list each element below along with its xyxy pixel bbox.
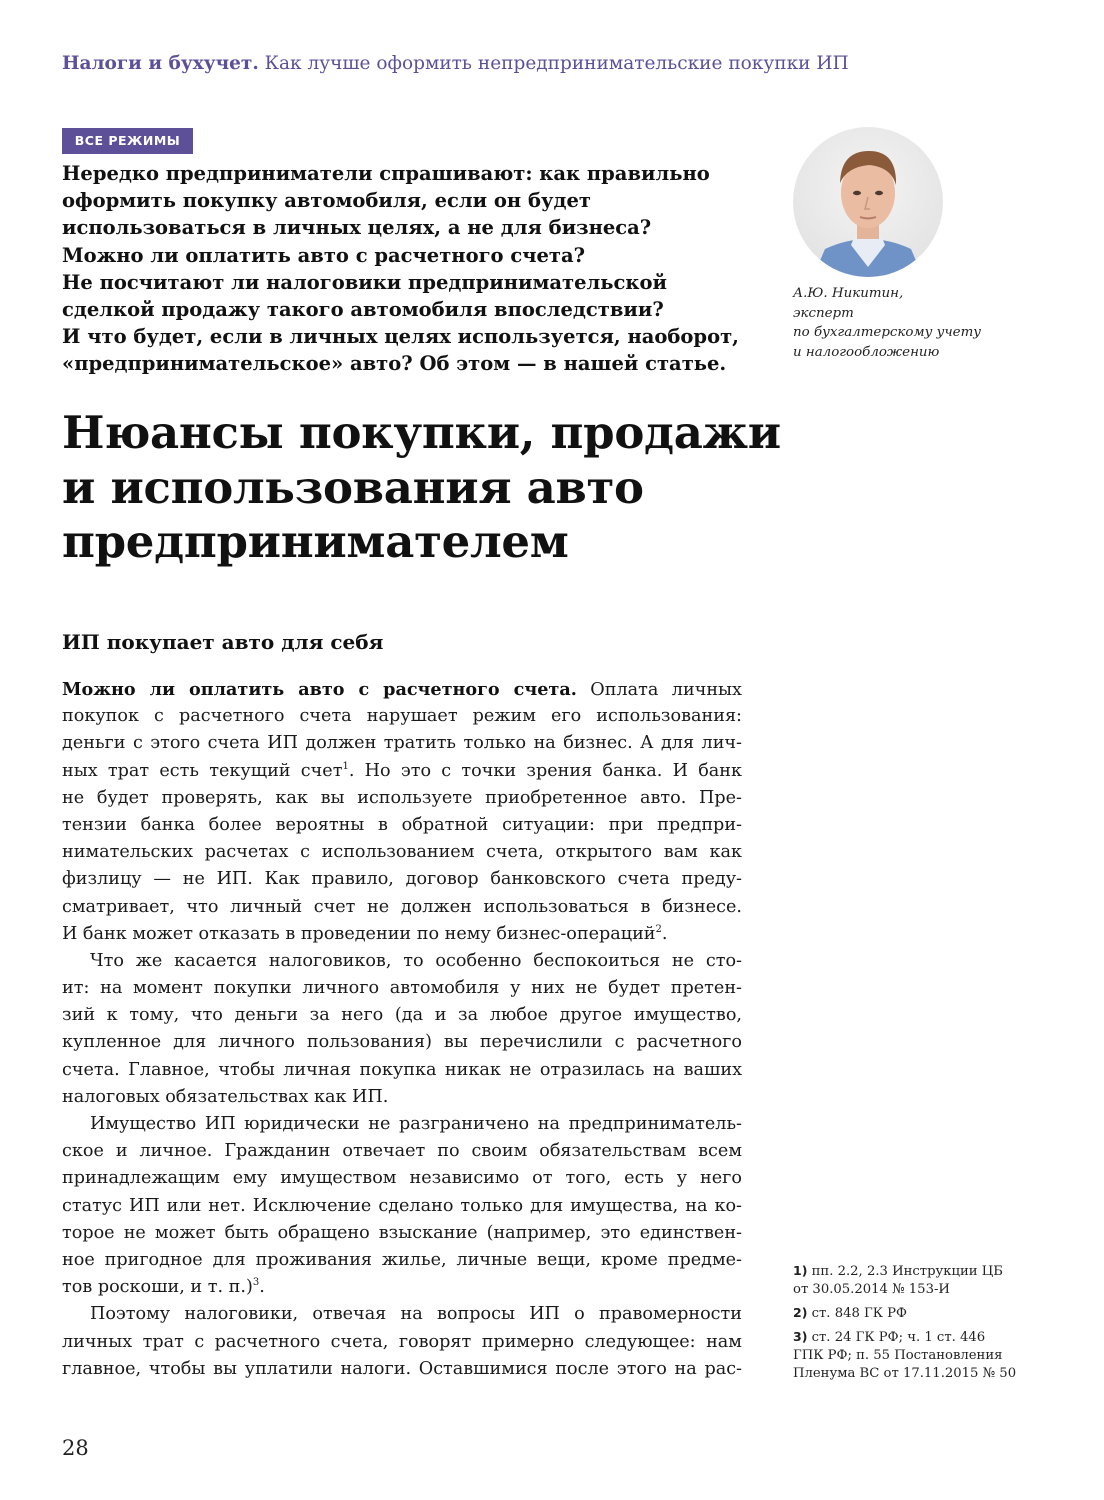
section-name: Налоги и бухучет.: [62, 53, 259, 74]
footnotes: [793, 1262, 1073, 1388]
body-line: тов роскоши, и т. п.)$^3$.: [62, 1277, 265, 1298]
footnote-number: 1): [793, 1263, 808, 1278]
lead-line: Нередко предприниматели спрашивают: как правильно: [62, 162, 710, 185]
body-line: Можно ли оплатить авто с расчетного счета. Оплата личных: [62, 679, 742, 700]
body-line: ных трат есть текущий счет$^1$. Но это с точки зрения банка. И банк: [62, 760, 743, 781]
lead-line: использоваться в личных целях, а не для бизнеса?: [62, 216, 652, 240]
footnote-2: 2) ст. 848 ГК РФ: [793, 1305, 908, 1321]
body-line: ское и личное. Гражданин отвечает по своим обязательствам всем: [62, 1141, 742, 1162]
footnote-ref: 3: [252, 1277, 260, 1289]
footnote-1: 1) пп. 2.2, 2.3 Инструкции ЦБ от 30.05.2014 № 153-И: [793, 1263, 1003, 1297]
footnote-ref: 2: [655, 923, 662, 935]
article-name: Как лучше оформить непредпринимательские покупки ИП: [264, 53, 849, 74]
body-line: налоговых обязательствах как ИП.: [62, 1086, 389, 1107]
body-line: принадлежащим ему имуществом независимо от того, есть у него: [62, 1168, 742, 1189]
footnote-ref: 1: [342, 760, 349, 772]
body-line: торое не может быть обращено взыскание (например, это единствен-: [62, 1222, 742, 1243]
footnote-3: 3) ст. 24 ГК РФ; ч. 1 ст. 446 ГПК РФ; п. 55 Постановления Пленума ВС от 17.11.2015 № 50: [793, 1329, 1017, 1381]
body-line: ное пригодное для проживания жилье, личные вещи, кроме предме-: [62, 1249, 742, 1270]
lead-line: Не посчитают ли налоговики предпринимательской: [62, 270, 667, 294]
lead-line: оформить покупку автомобиля, если он будет: [62, 189, 591, 213]
author-role-line: и налогообложению: [793, 344, 940, 360]
body-line: главное, чтобы вы уплатили налоги. Оставшимися после этого на рас-: [62, 1358, 742, 1379]
body-line: купленное для личного пользования) вы перечислили с расчетного: [62, 1032, 742, 1053]
lead-line: Можно ли оплатить авто с расчетного счета?: [62, 243, 586, 267]
lead-line: И что будет, если в личных целях используется, наоборот,: [62, 325, 739, 349]
author-role-line: эксперт: [793, 305, 854, 321]
body-line: Имущество ИП юридически не разграничено на предприниматель-: [90, 1114, 742, 1134]
title-line: предпринимателем: [62, 515, 569, 568]
body-line: физлицу — не ИП. Как правило, договор банковского счета преду-: [62, 869, 742, 890]
body-line: Поэтому налоговики, отвечая на вопросы ИП о правомерности: [90, 1304, 742, 1325]
body-line: нимательских расчетах с использованием счета, открытого вам как: [62, 842, 742, 863]
body-line: тензии банка более вероятны в обратной ситуации: при предпри-: [62, 814, 742, 835]
body-line: не будет проверять, как вы используете приобретенное авто. Пре-: [62, 787, 742, 808]
body-line: деньги с этого счета ИП должен тратить только на бизнес. А для лич-: [62, 733, 742, 754]
body-line: статус ИП или нет. Исключение сделано только для имущества, на ко-: [62, 1195, 742, 1216]
footnote-number: 3): [793, 1329, 808, 1344]
body-line: личных трат с расчетного счета, говорят примерно следующее: нам: [62, 1331, 742, 1352]
author-role-line: по бухгалтерскому учету: [793, 325, 982, 340]
article-title: [62, 406, 842, 570]
body-line: покупок с расчетного счета нарушает режим его использования:: [62, 706, 742, 727]
body-line: счета. Главное, чтобы личная покупка никак не отразилась на ваших: [62, 1059, 742, 1080]
lead-line: сделкой продажу такого автомобиля впоследствии?: [62, 298, 664, 322]
lead-line: «предпринимательское» авто? Об этом — в нашей статье.: [62, 352, 727, 376]
body-line: сматривает, что личный счет не должен использоваться в бизнесе.: [62, 896, 742, 917]
title-line: Нюансы покупки, продажи: [62, 406, 781, 459]
body-line: зий к тому, что деньги за него (да и за любое другое имущество,: [62, 1005, 742, 1026]
body-line: И банк может отказать в проведении по нему бизнес-операций$^2$.: [62, 923, 668, 944]
author-photo: [793, 127, 943, 277]
body-line: ит: на момент покупки личного автомобиля у них не будет претен-: [62, 978, 742, 999]
tax-regime-tag: ВСЕ РЕЖИМЫ: [62, 128, 193, 154]
author-caption: [793, 284, 1053, 362]
author-name: А.Ю. Никитин,: [793, 286, 904, 301]
body-line: Что же касается налоговиков, то особенно беспокоиться не сто-: [90, 950, 742, 971]
title-line: и использования авто: [62, 460, 644, 514]
article-body: [62, 676, 742, 1383]
section-subheading: ИП покупает авто для себя: [62, 630, 384, 654]
footnote-number: 2): [793, 1305, 808, 1320]
lead-paragraph: [62, 160, 762, 378]
page-number: 28: [62, 1436, 89, 1460]
running-header: [62, 53, 1042, 74]
paragraph-lead-in: Можно ли оплатить авто с расчетного счета.: [62, 679, 577, 700]
